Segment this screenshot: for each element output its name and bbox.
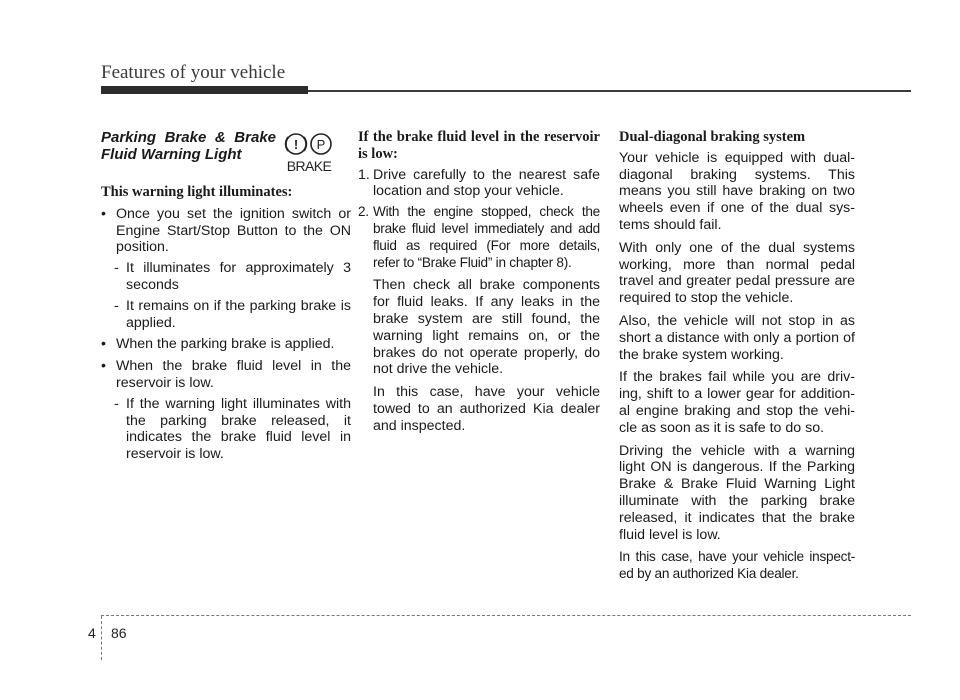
section-title: Parking Brake & Brake Fluid Warning Light [101,129,276,163]
list-item: • Once you set the ignition switch or Engine Start/Stop Button to the ON position. [101,205,351,256]
list-subitem: - It illuminates for approximately 3 seconds [114,260,351,293]
column-left [101,129,351,463]
footer-rule [101,615,911,616]
paragraph: In this case, have your vehicle towed to an authorized Kia dealer and inspected. [373,384,600,434]
subheading: Dual-diagonal braking system [619,129,806,145]
list-item: • When the parking brake is applied. [101,336,335,353]
paragraph: In this case, have your vehicle inspect-ed by an authorized Kia dealer. [619,549,855,582]
paragraph: With only one of the dual systems working, more than normal pedal travel and greater pedal pressure are required to stop the vehicle. [619,239,855,307]
paragraph: If the brakes fail while you are driv-ing, shift to a lower gear for addition-al engine braking and stop the vehi-cle as soon as it is safe to do so. [619,369,855,436]
svg-text:!: ! [293,137,299,152]
list-item: 2. With the engine stopped, check the brake fluid level immediately and add fluid as required (For more details, refer to “Brake Fluid” in chapter 8). [358,204,600,270]
page-number: 86 [111,625,127,641]
footer-divider [101,616,102,660]
list-subitem: - If the warning light illuminates with the parking brake released, it indicates the brake fluid level in reservoir is low. [114,395,351,463]
header-rule-accent [101,86,308,94]
paragraph: Your vehicle is equipped with dual-diagonal braking systems. This means you still have braking on two wheels even if one of the dual sys-tems should fail. [619,149,855,233]
column-middle [358,129,600,435]
paragraph: Then check all brake components for fluid leaks. If any leaks in the brake system are still found, the warning light remains on, or the brakes do not operate properly, do not drive the vehicle. [373,277,600,378]
svg-text:P: P [316,137,326,152]
subheading: This warning light illuminates: [101,184,293,200]
list-subitem: - It remains on if the parking brake is applied. [114,297,351,331]
paragraph: Also, the vehicle will not stop in as short a distance with only a portion of the brake system working. [619,312,855,363]
page-header-title: Features of your vehicle [101,62,286,83]
chapter-number: 4 [88,625,96,641]
paragraph: Driving the vehicle with a warning light ON is dangerous. If the Parking Brake & Brake Fluid Warning Light illuminate with the parking brake released, it indicates that the brake fluid level is low. [619,442,855,543]
column-right [619,129,855,583]
subheading: If the brake fluid level in the reservoir is low: [358,129,600,162]
brake-icon-label: BRAKE [286,158,332,174]
list-item: 1. Drive carefully to the nearest safe location and stop your vehicle. [358,166,600,200]
list-item: • When the brake fluid level in the reservoir is low. [101,358,351,391]
